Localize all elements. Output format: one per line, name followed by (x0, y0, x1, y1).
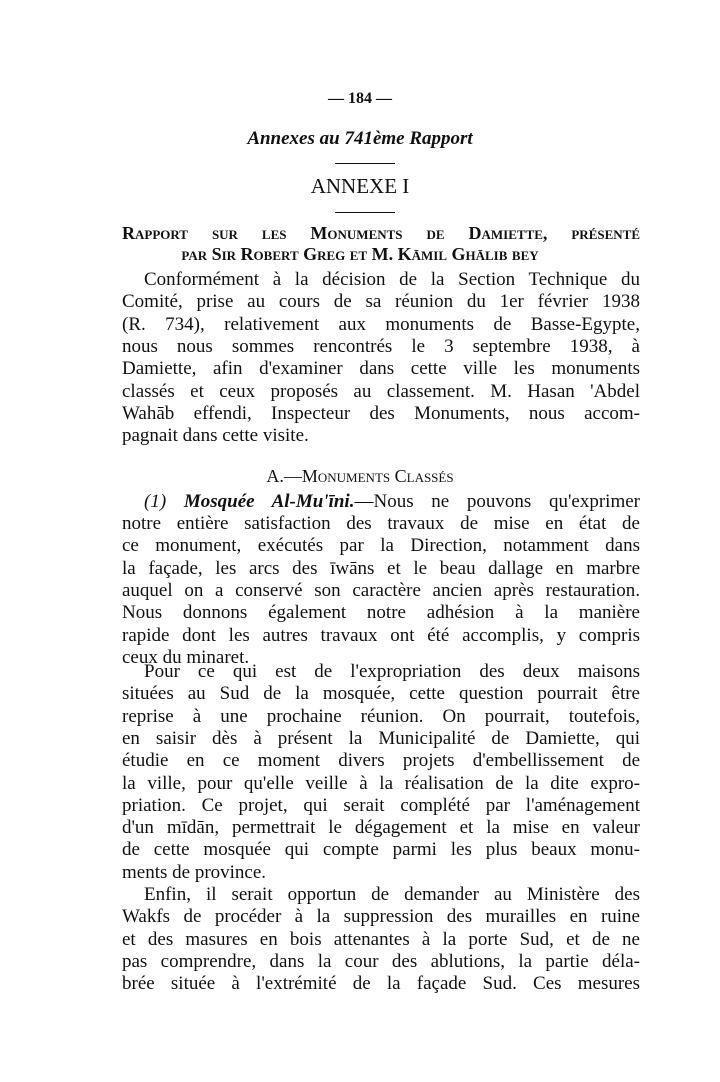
text-line: Nous donnons également notre adhésion à la manière (122, 602, 640, 624)
running-head: Annexes au 741ème Rapport (247, 128, 473, 149)
page-number: — 184 — (328, 90, 392, 107)
text-line: rapide dont les autres travaux ont été accomplis, y compris (122, 624, 640, 646)
text-line: pagnait dans cette visite. (122, 425, 309, 447)
section-heading: A.—Monuments Classés (266, 466, 454, 486)
text-line: la façade, les arcs des īwāns et le beau dallage en marbre (122, 557, 640, 579)
text-line: priation. Ce projet, qui serait complété par l'aménagement (122, 794, 640, 816)
divider (335, 163, 395, 164)
report-title-line: par Sir Robert Greg et M. Kāmil Ghālib bey (181, 244, 539, 264)
text-line: ceux du minaret. (122, 646, 250, 668)
text-line: Wahāb effendi, Inspecteur des Monuments, nous accom- (122, 402, 640, 424)
divider (335, 212, 395, 213)
text-line: en saisir dès à présent la Municipalité de Damiette, qui (122, 727, 640, 749)
text-line: étudie en ce moment divers projets d'embellissement de (122, 750, 640, 772)
text-line: auquel on a conservé son caractère ancien après restauration. (122, 579, 640, 601)
text-line: la ville, pour qu'elle veille à la réalisation de la dite expro- (122, 772, 640, 794)
text-line: d'un mīdān, permettrait le dégagement et la mise en valeur (122, 817, 640, 839)
text-line: Wakfs de procéder à la suppression des murailles en ruine (122, 906, 640, 928)
item-number: (1) (144, 491, 167, 512)
text-line: (R. 734), relativement aux monuments de Basse-Egypte, (122, 313, 640, 335)
text-line: Pour ce qui est de l'expropriation des deux maisons (144, 661, 640, 682)
text-line: nous nous sommes rencontrés le 3 septembre 1938, à (122, 335, 640, 357)
text-line: ce monument, exécutés par la Direction, notamment dans (122, 535, 640, 557)
text-line: classés et ceux proposés au classement. M. Hasan 'Abdel (122, 380, 640, 402)
annex-title: ANNEXE I (310, 174, 410, 198)
text-line: pas comprendre, dans la cour des ablutions, la partie déla- (122, 950, 640, 972)
text-line: et des masures en bois attenantes à la porte Sud, et de ne (122, 928, 640, 950)
text-line: Conformément à la décision de la Section Technique du (144, 269, 640, 290)
text-line: brée située à l'extrémité de la façade Sud. Ces mesures (122, 973, 640, 995)
text-line: notre entière satisfaction des travaux de mise en état de (122, 513, 640, 534)
item-title: Mosquée Al-Mu'īni. (183, 491, 355, 512)
item-1-first-line (144, 491, 640, 513)
text-line: Comité, prise au cours de sa réunion du 1er février 1938 (122, 291, 640, 313)
text-line: reprise à une prochaine réunion. On pourrait, toutefois, (122, 705, 640, 727)
text-line: situées au Sud de la mosquée, cette question pourrait être (122, 683, 640, 705)
text-line: Enfin, il serait opportun de demander au Ministère des (144, 884, 640, 905)
text-line: ments de province. (122, 861, 267, 883)
text-line: de cette mosquée qui compte parmi les plus beaux monu- (122, 839, 640, 861)
report-title-line: Rapport sur les Monuments de Damiette, présenté (122, 223, 640, 243)
item-text: —Nous ne pouvons qu'exprimer (354, 491, 640, 512)
text-line: Damiette, afin d'examiner dans cette ville les monuments (122, 358, 640, 380)
